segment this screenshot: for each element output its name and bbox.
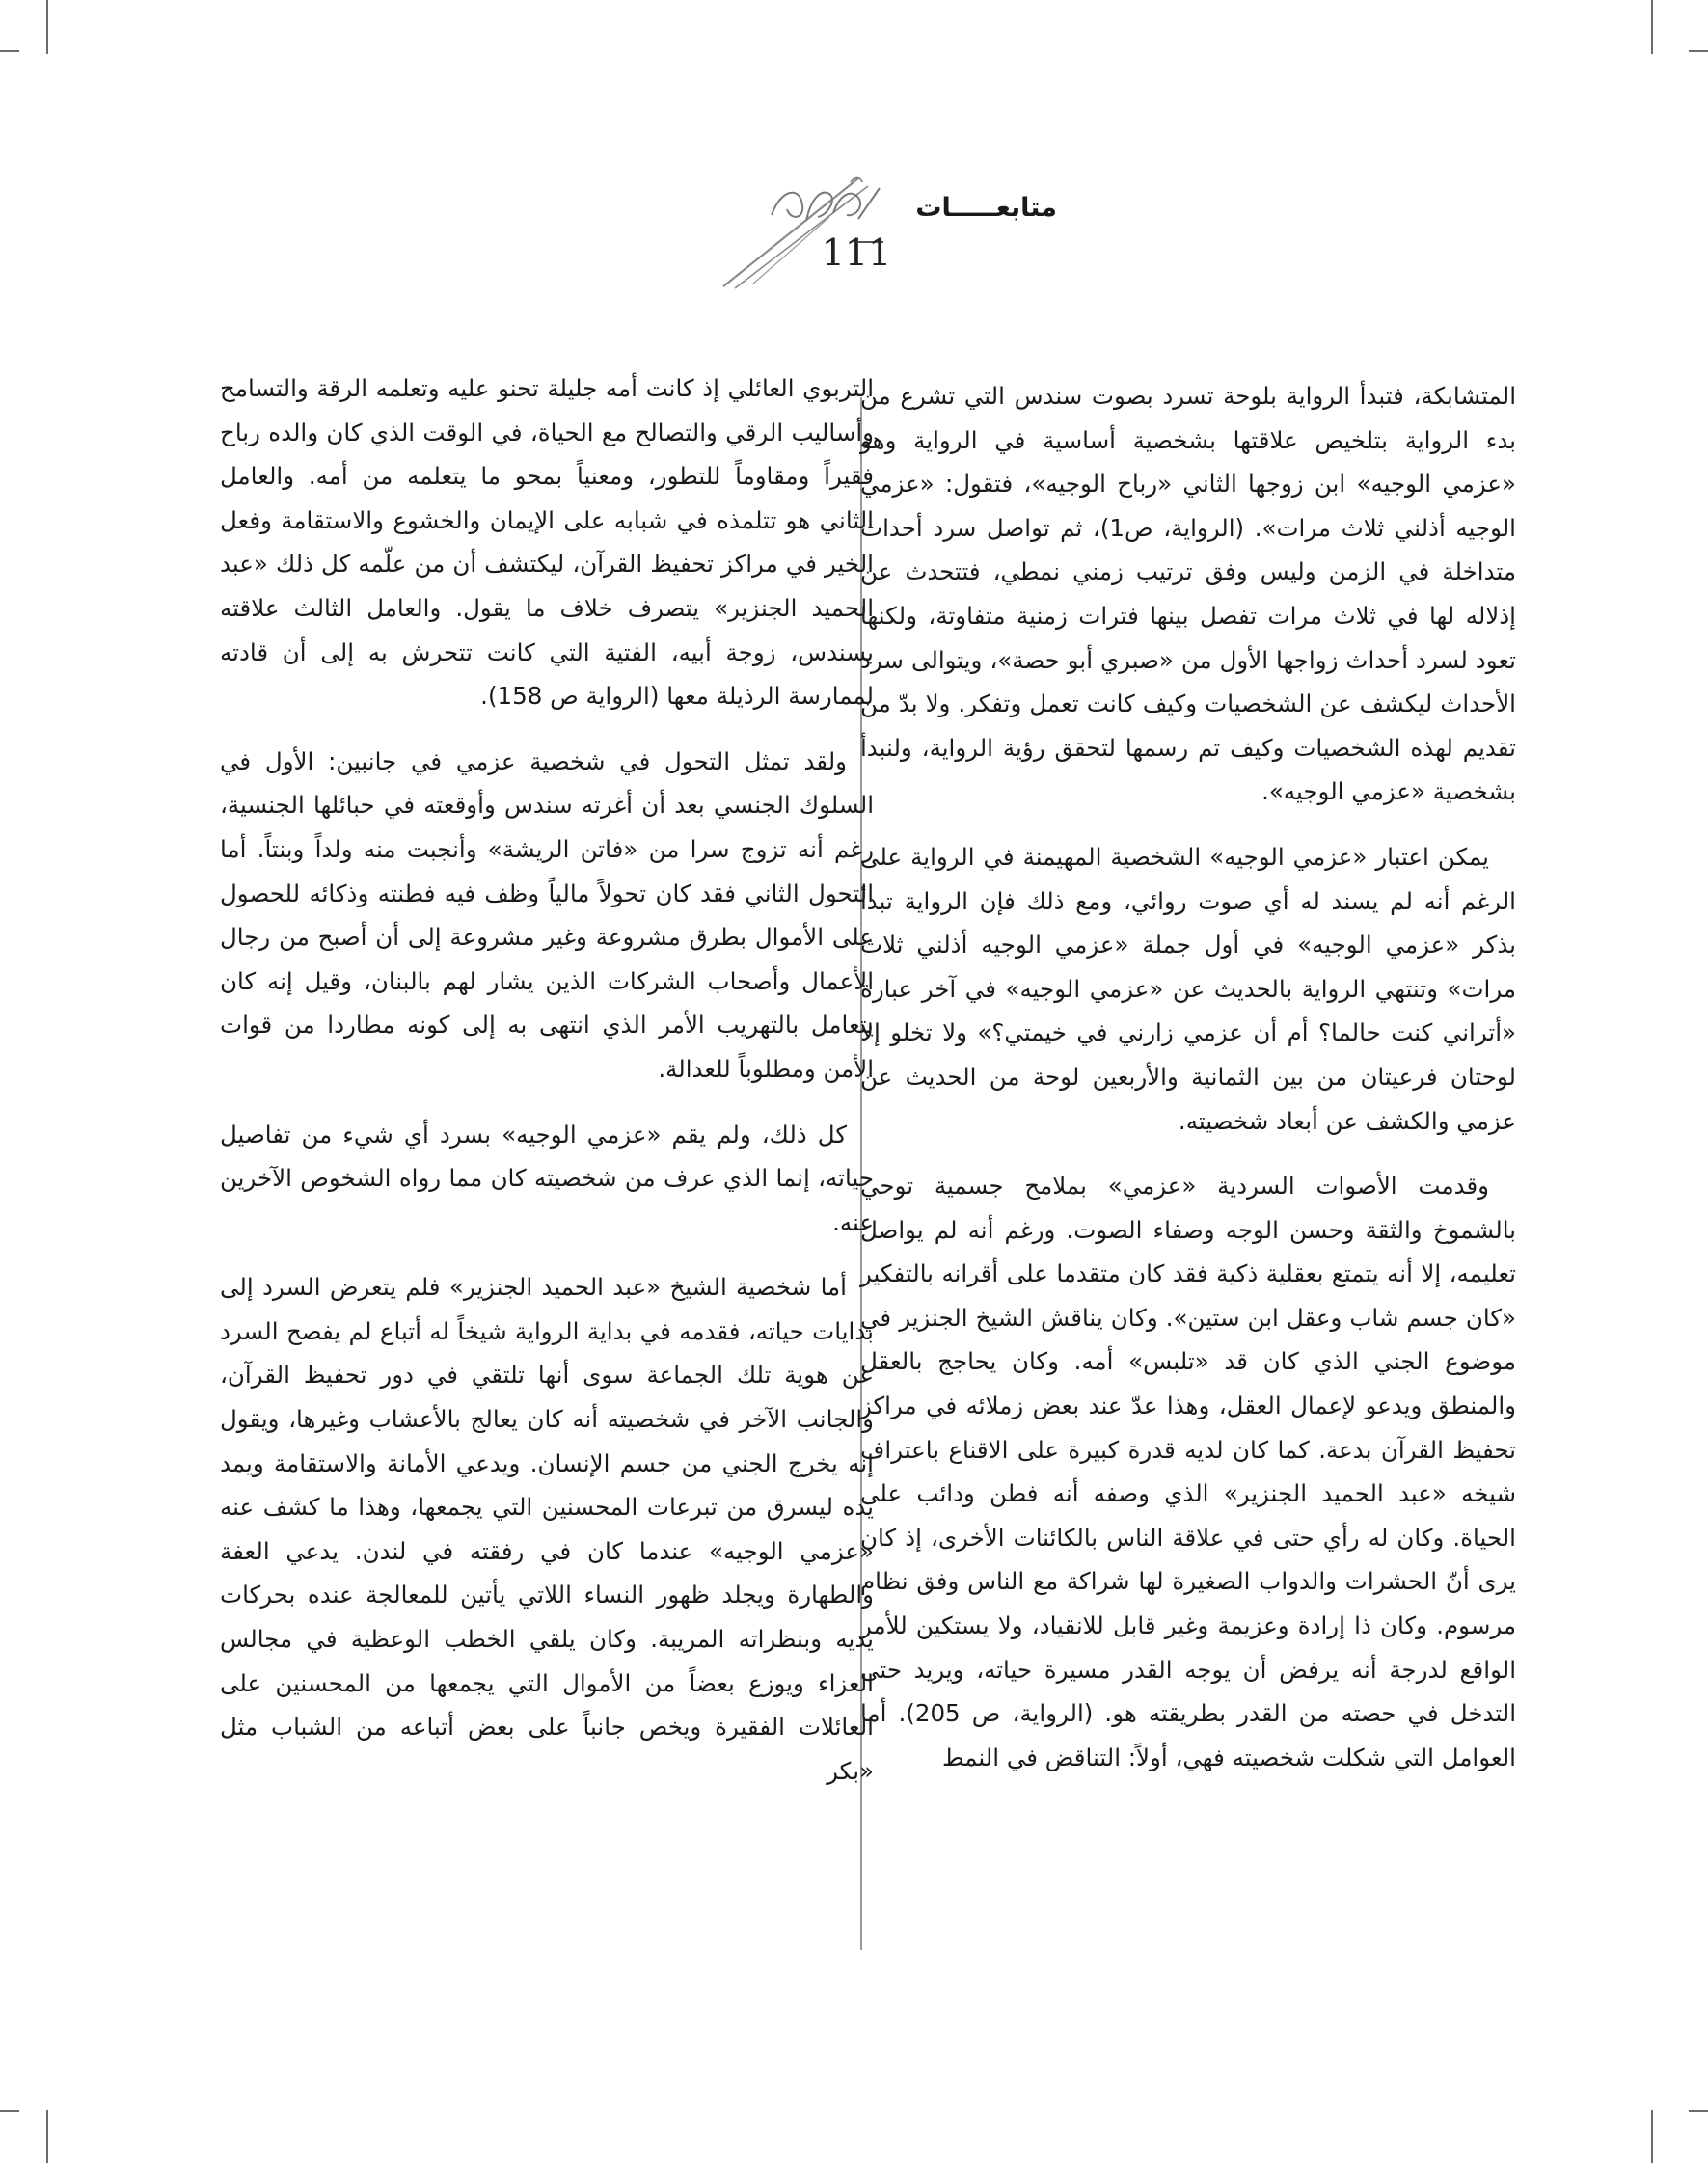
- paragraph: ولقد تمثل التحول في شخصية عزمي في جانبين: الأول في السلوك الجنسي بعد أن أغرته سندس وأوقعته في حبائلها الجنسية، رغم أنه تزوج سرا من «فاتن الريشة» وأنجبت منه ولداً وبنتاً. أما التحول الثاني فقد كان تحولاً مالياً وظف فيه فطنته وذكائه للحصول على الأموال بطرق مشروعة وغير مشروعة إلى أن أصبح من رجال الأعمال وأصحاب الشركات الذين يشار لهم بالبنان، وقيل إنه كان يتعامل بالتهريب الأمر الذي انتهى به إلى كونه مطاردا من قوات الأمن ومطلوباً للعدالة.: [220, 746, 874, 1083]
- paragraph: وقدمت الأصوات السردية «عزمي» بملامح جسمية توحي بالشموخ والثقة وحسن الوجه وصفاء الصوت. ورغم أنه لم يواصل تعليمه، إلا أنه يتمتع بعقلية ذكية فقد كان متقدما على أقرانه بالتفكير «كان جسم شاب وعقل ابن ستين». وكان يناقش الشيخ الجنزير في موضوع الجني الذي كان قد «تلبس» أمه. وكان يحاجج بالعقل والمنطق ويدعو لإعمال العقل، وهذا عدّ عند بعض زملائه في مراكز تحفيظ القرآن بدعة. كما كان لديه قدرة كبيرة على الاقناع باعتراف شيخه «عبد الحميد الجنزير» الذي وصفه أنه فطن ودائب على الحياة. وكان له رأي حتى في علاقة الناس بالكائنات الأخرى، إذ كان يرى أنّ الحشرات والدواب الصغيرة لها شراكة مع الناس وفق نظام مرسوم. وكان ذا إرادة وعزيمة وغير قابل للانقياد، ولا يستكين للأمر الواقع لدرجة أنه يرفض أن يوجه القدر مسيرة حياته، ويريد حتى التدخل في حصته من القدر بطريقته هو. (الرواية، ص 205). أما العوامل التي شكلت شخصيته فهي، أولاً: التناقض في النمط: [860, 1172, 1516, 1771]
- page-header: [0, 0, 1708, 328]
- left-column: [220, 366, 874, 1948]
- right-column: [860, 374, 1516, 1771]
- section-label: متابعـــــات: [915, 193, 1057, 223]
- paragraph: المتشابكة، فتبدأ الرواية بلوحة تسرد بصوت سندس التي تشرع من بدء الرواية بتلخيص علاقتها بشخصية أساسية في الرواية وهو «عزمي الوجيه» ابن زوجها الثاني «رباح الوجيه»، فتقول: «عزمي الوجيه أذلني ثلاث مرات». (الرواية، ص1)، ثم تواصل سرد أحداث متداخلة في الزمن وليس وفق ترتيب زمني نمطي، فتتحدث عن إذلاله لها في ثلاث مرات تفصل بينها فترات زمنية متفاوتة، ولكنها تعود لسرد أحداث زواجها الأول من «صبري أبو حصة»، ويتوالى سرد الأحداث ليكشف عن الشخصيات وكيف كانت تعمل وتفكر. ولا بدّ من تقديم لهذه الشخصيات وكيف تم رسمها لتحقق رؤية الرواية، ولنبدأ بشخصية «عزمي الوجيه».: [860, 382, 1516, 806]
- crop-mark: [1651, 2110, 1653, 2163]
- crop-mark: [1689, 2110, 1708, 2112]
- paragraph: كل ذلك، ولم يقم «عزمي الوجيه» بسرد أي شيء من تفاصيل حياته، إنما الذي عرف من شخصيته كان مما رواه الشخوص الآخرين عنه.: [220, 1120, 874, 1236]
- paragraph: التربوي العائلي إذ كانت أمه جليلة تحنو عليه وتعلمه الرقة والتسامح وأساليب الرقي والتصالح مع الحياة، في الوقت الذي كان والده رباح فقيراً ومقاوماً للتطور، ومعنياً بمحو ما يتعلمه من أمه. والعامل الثاني هو تتلمذه في شبابه على الإيمان والخشوع والاستقامة وفعل الخير في مراكز تحفيظ القرآن، ليكتشف أن من علّمه كل ذلك «عبد الحميد الجنزير» يتصرف خلاف ما يقول. والعامل الثالث علاقته بسندس، زوجة أبيه، الفتية التي كانت تتحرش به إلى أن قادته لممارسة الرذيلة معها (الرواية ص 158).: [220, 374, 874, 711]
- crop-mark: [0, 2110, 19, 2112]
- crop-mark: [46, 2110, 48, 2163]
- paragraph: يمكن اعتبار «عزمي الوجيه» الشخصية المهيمنة في الرواية على الرغم أنه لم يسند له أي صوت روائي، ومع ذلك فإن الرواية تبدأ بذكر «عزمي الوجيه» في أول جملة «عزمي الوجيه أذلني ثلاث مرات» وتنتهي الرواية بالحديث عن «عزمي الوجيه» في آخر عبارة «أتراني كنت حالما؟ أم أن عزمي زارني في خيمتي؟» ولا تخلو إلا لوحتان فرعيتان من بين الثمانية والأربعين لوحة من الحديث عن عزمي والكشف عن أبعاد شخصيته.: [860, 842, 1516, 1135]
- page-number: 111: [821, 231, 892, 274]
- magazine-logo-icon: [714, 159, 907, 294]
- paragraph: أما شخصية الشيخ «عبد الحميد الجنزير» فلم يتعرض السرد إلى بدايات حياته، فقدمه في بداية الرواية شيخاً له أتباع لم يفصح السرد عن هوية تلك الجماعة سوى أنها تلتقي في دور تحفيظ القرآن، والجانب الآخر في شخصيته أنه كان يعالج بالأعشاب وغيرها، ويقول إنه يخرج الجني من جسم الإنسان. ويدعي الأمانة والاستقامة ويمد يده ليسرق من تبرعات المحسنين التي يجمعها، وهذا ما كشف عنه «عزمي الوجيه» عندما كان في رفقته في لندن. يدعي العفة والطهارة ويجلد ظهور النساء اللاتي يأتين للمعالجة عنده بحركات يديه وبنظراته المريبة. وكان يلقي الخطب الوعظية في مجالس العزاء ويوزع بعضاً من الأموال التي يجمعها من المحسنين على العائلات الفقيرة ويخص جانباً على بعض أتباعه من الشباب مثل «بكر: [220, 1273, 874, 1785]
